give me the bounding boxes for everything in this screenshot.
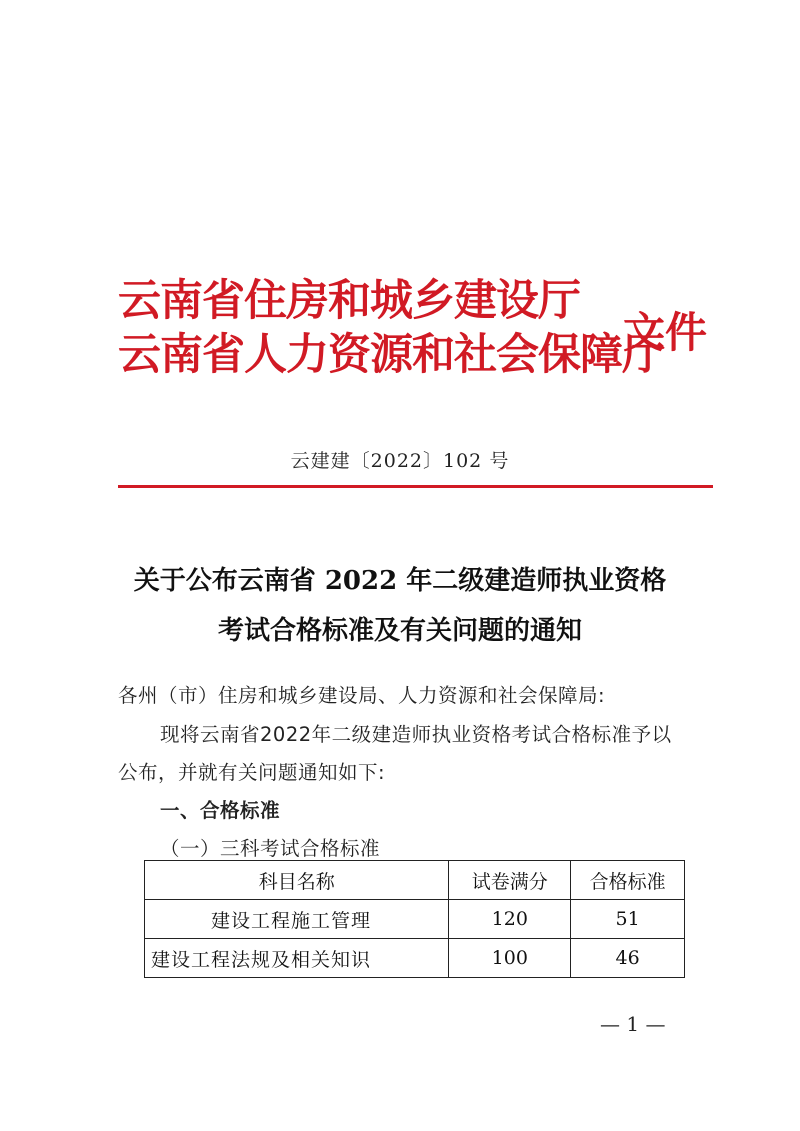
table-header-row — [145, 861, 685, 900]
body-paragraph-line-1: 现将云南省2022年二级建造师执业资格考试合格标准予以 — [160, 723, 672, 746]
issuing-org-2: 云南省人力资源和社会保障厅 — [118, 330, 664, 380]
section-heading: 一、合格标准 — [160, 799, 281, 822]
table-row — [145, 900, 685, 939]
document-header — [118, 268, 718, 398]
notice-title-line-1: 关于公布云南省 2022 年二级建造师执业资格 — [133, 566, 667, 596]
pass-standard-table — [144, 860, 685, 978]
column-header-full-score: 试卷满分 — [449, 861, 571, 900]
pass-score: 51 — [571, 900, 685, 939]
body-paragraph-line-2: 公布，并就有关问题通知如下: — [118, 761, 386, 784]
red-divider — [118, 485, 713, 488]
full-score: 100 — [449, 939, 571, 978]
page-number: — 1 — — [600, 1012, 666, 1036]
notice-title-line-2: 考试合格标准及有关问题的通知 — [217, 616, 582, 646]
subject-name: 建设工程施工管理 — [145, 900, 449, 939]
column-header-subject: 科目名称 — [145, 861, 449, 900]
subject-name: 建设工程法规及相关知识 — [145, 939, 449, 978]
document-number: 云建建〔2022〕102 号 — [290, 450, 510, 472]
table-row — [145, 939, 685, 978]
full-score: 120 — [449, 900, 571, 939]
subsection-heading: （一）三科考试合格标准 — [160, 837, 381, 860]
pass-score: 46 — [571, 939, 685, 978]
document-label: 文件 — [623, 308, 708, 357]
column-header-pass-score: 合格标准 — [571, 861, 685, 900]
issuing-org-1: 云南省住房和城乡建设厅 — [118, 276, 580, 326]
addressee: 各州（市）住房和城乡建设局、人力资源和社会保障局: — [118, 684, 606, 707]
